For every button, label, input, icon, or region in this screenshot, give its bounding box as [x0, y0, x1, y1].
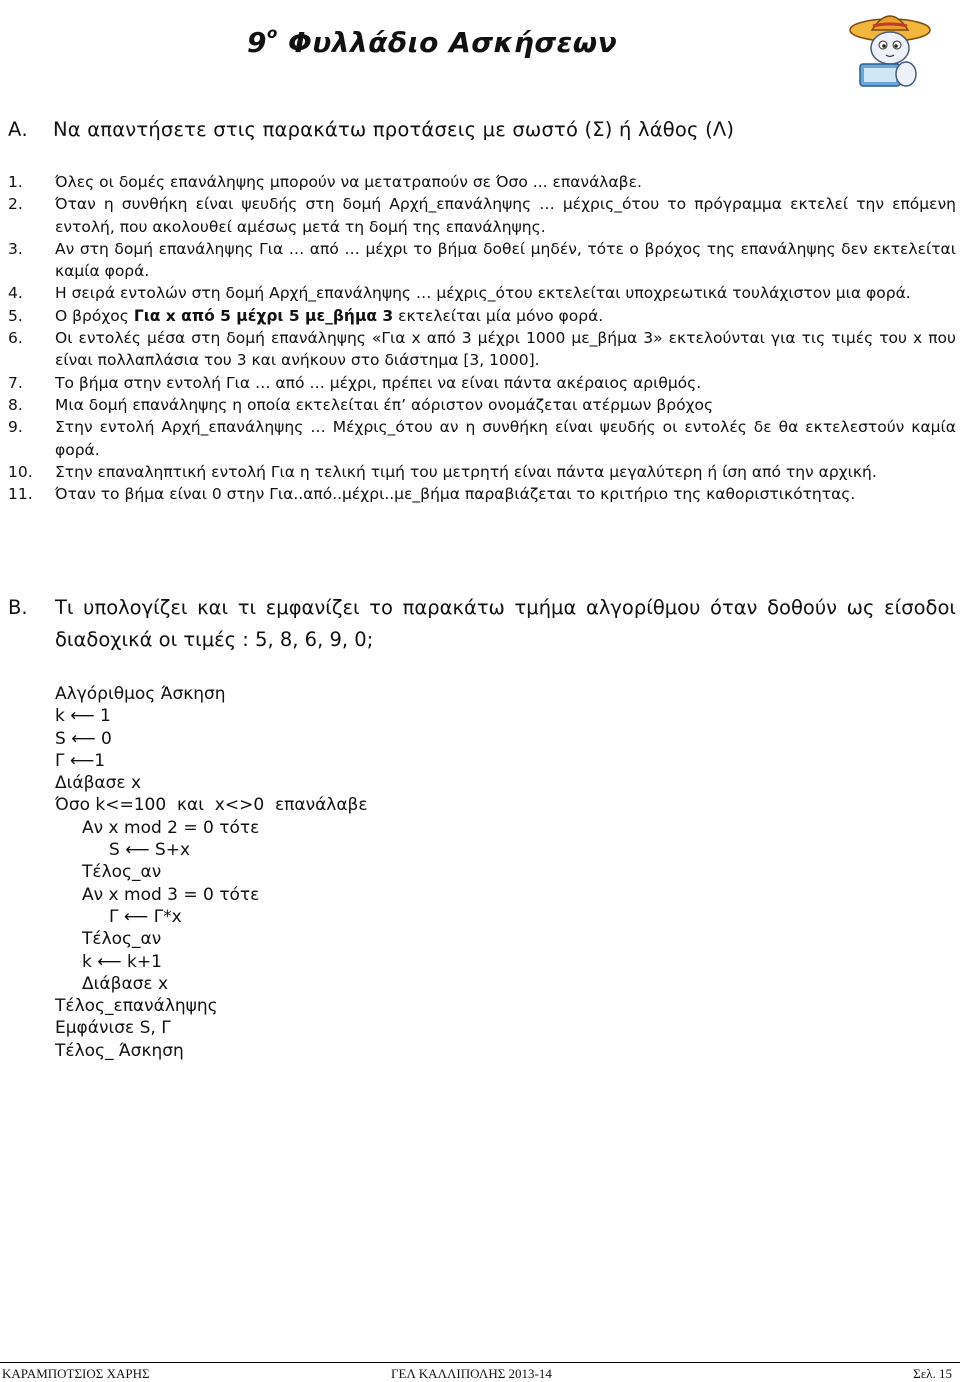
- footer-school: ΓΕΛ ΚΑΛΛΙΠΟΛΗΣ 2013-14: [391, 1366, 552, 1381]
- list-item: 6. Οι εντολές μέσα στη δομή επανάληψης «Για x από 3 μέχρι 1000 με_βήμα 3» εκτελούνται για τις τιμές του x που είναι πολλαπλάσια του 3 και ανήκουν στο διάστημα [3, 1000].: [8, 329, 956, 370]
- mascot-logo-icon: [846, 8, 932, 92]
- list-item: 4. Η σειρά εντολών στη δομή Αρχή_επανάληψης … μέχρις_ότου εκτελείται υποχρεωτικά τουλάχιστον μια φορά.: [8, 284, 911, 303]
- code-line: k ⟵ k+1: [55, 951, 162, 972]
- list-item: 10. Στην επαναληπτική εντολή Για η τελική τιμή του μετρητή είναι πάντα μεγαλύτερη ή ίση από την αρχική.: [8, 462, 877, 481]
- code-line: Διάβασε x: [55, 973, 169, 994]
- code-line: Γ ⟵1: [55, 750, 106, 771]
- list-item: 2. Όταν η συνθήκη είναι ψευδής στη δομή Αρχή_επανάληψης … μέχρις_ότου το πρόγραμμα εκτελεί την επόμενη εντολή, που ακολουθεί αμέσως μετά τη δομή της επανάληψης.: [8, 195, 956, 236]
- list-item: 7. Το βήμα στην εντολή Για … από … μέχρι, πρέπει να είναι πάντα ακέραιος αριθμός.: [8, 373, 702, 392]
- page-title: $9^o$ Φυλλάδιο Ασκήσεων: [247, 23, 618, 59]
- list-item: 1. Όλες οι δομές επανάληψης μπορούν να μετατραπούν σε Όσο ... επανάλαβε.: [8, 173, 642, 191]
- list-item: 9. Στην εντολή Αρχή_επανάληψης … Μέχρις_ότου αν η συνθήκη είναι ψευδής οι εντολές δε θα εκτελεστούν καμία φορά.: [8, 418, 956, 459]
- code-line: Αλγόριθμος Άσκηση: [55, 684, 226, 704]
- code-line: Τέλος_αν: [55, 862, 162, 883]
- code-line: Όσο k<=100 και x<>0 επανάλαβε: [55, 795, 368, 816]
- code-line: Τέλος_ Άσκηση: [55, 1040, 184, 1061]
- section-b-question: Β. Τι υπολογίζει και τι εμφανίζει το παρακάτω τμήμα αλγορίθμου όταν δοθούν ως είσοδοι διαδοχικά οι τιμές : 5, 8, 6, 9, 0;: [8, 596, 956, 651]
- list-item: 8. Μια δομή επανάληψης η οποία εκτελείται έπ’ αόριστον ονομάζεται ατέρμων βρόχος: [8, 395, 714, 414]
- algorithm-code: [55, 683, 368, 1062]
- true-false-list: [8, 171, 956, 505]
- code-line: Γ ⟵ Γ*x: [55, 906, 182, 927]
- section-a-heading: Α. Να απαντήσετε στις παρακάτω προτάσεις με σωστό (Σ) ή λάθος (Λ): [8, 118, 735, 141]
- footer-author: ΚΑΡΑΜΠΟΤΣΙΟΣ ΧΑΡΗΣ: [2, 1366, 150, 1381]
- code-line: S ⟵ S+x: [55, 840, 191, 861]
- list-item: 11. Όταν το βήμα είναι 0 στην Για..από..μέχρι..με_βήμα παραβιάζεται το κριτήριο της καθοριστικότητας.: [8, 485, 856, 504]
- code-line: Αν x mod 3 = 0 τότε: [55, 884, 260, 905]
- list-item: 3. Αν στη δομή επανάληψης Για … από … μέχρι το βήμα δοθεί μηδέν, τότε ο βρόχος της επανάληψης δεν εκτελείται καμία φορά.: [8, 239, 956, 281]
- code-line: Αν x mod 2 = 0 τότε: [55, 817, 260, 838]
- footer-page-number: Σελ. 15: [913, 1366, 952, 1381]
- code-line: Διάβασε x: [55, 773, 142, 794]
- page-footer: [0, 1362, 960, 1382]
- code-line: Τέλος_επανάληψης: [55, 996, 218, 1017]
- code-line: Εμφάνισε S, Γ: [55, 1018, 171, 1039]
- code-line: S ⟵ 0: [55, 728, 112, 749]
- code-line: k ⟵ 1: [55, 706, 111, 727]
- code-line: Τέλος_αν: [55, 929, 162, 950]
- list-item: 5. Ο βρόχος Για x από 5 μέχρι 5 με_βήμα 3 εκτελείται μία μόνο φορά.: [8, 306, 604, 325]
